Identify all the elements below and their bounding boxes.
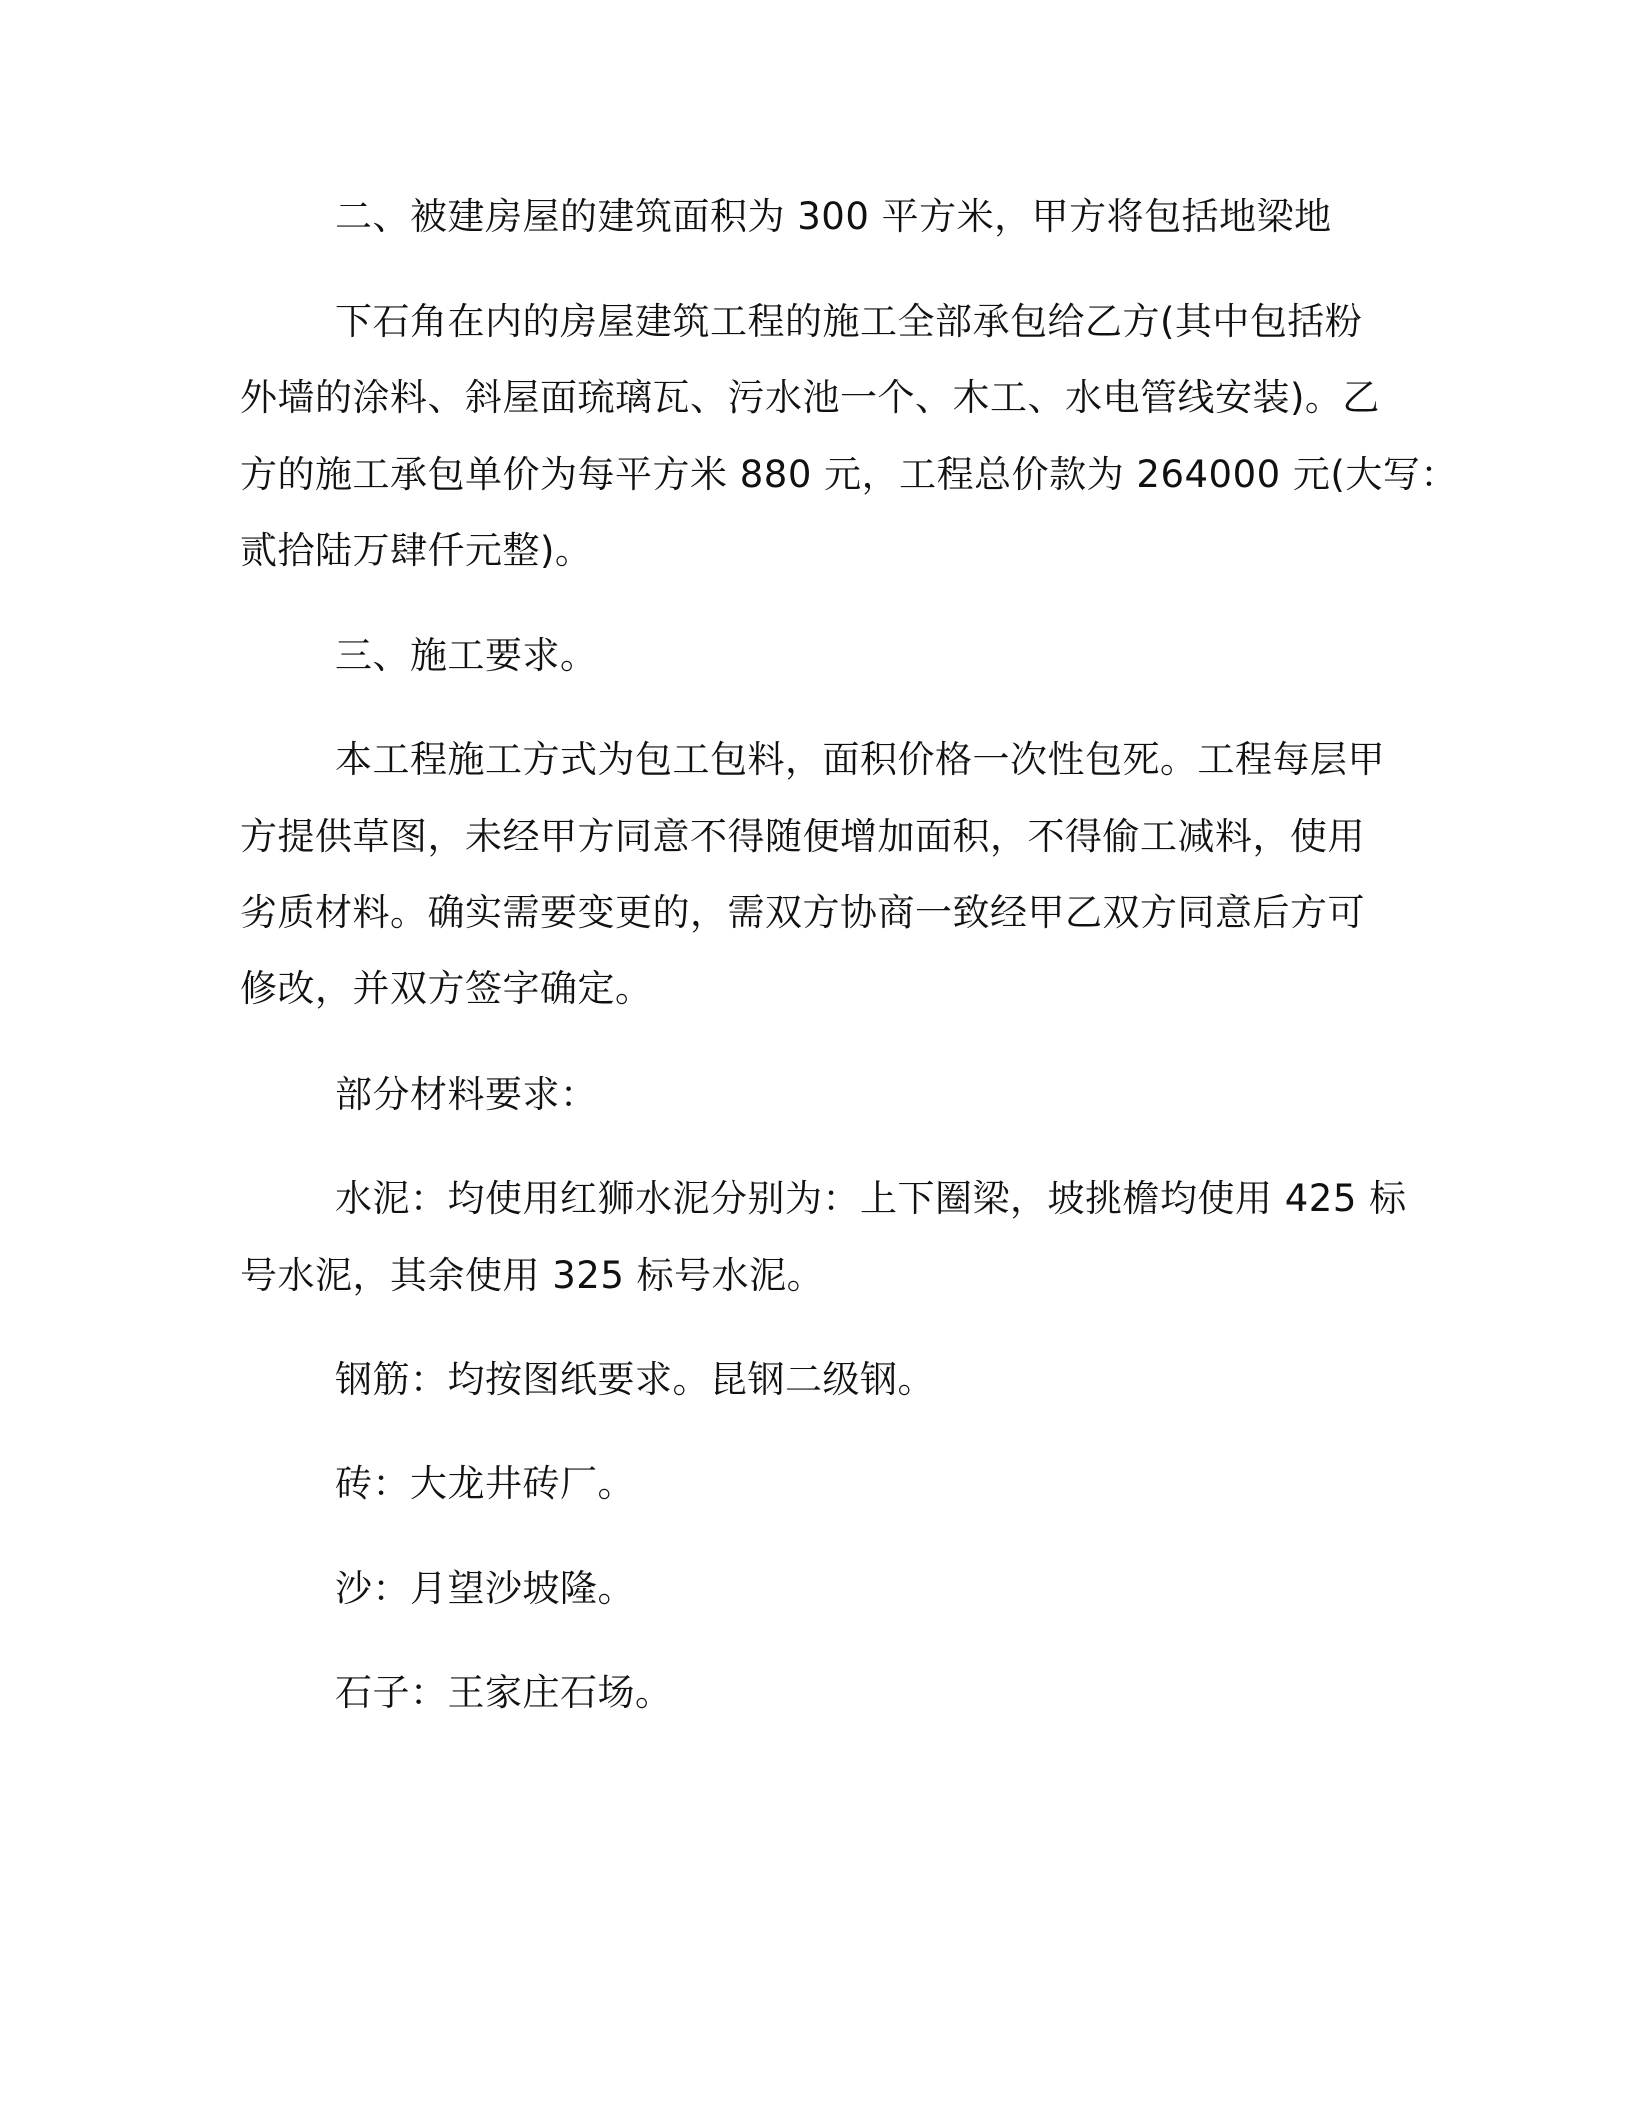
paragraph-line: 石子：王家庄石场。 [335,1671,673,1714]
paragraph-line: 部分材料要求： [335,1073,598,1116]
paragraph-line: 沙：月望沙坡隆。 [335,1567,635,1610]
paragraph-line: 方提供草图，未经甲方同意不得随便增加面积，不得偷工减料，使用 [240,815,1365,858]
section-heading: 三、施工要求。 [335,634,598,677]
paragraph-line: 水泥：均使用红狮水泥分别为：上下圈梁，坡挑檐均使用 425 标 [335,1177,1407,1220]
paragraph-line: 砖：大龙井砖厂。 [335,1462,635,1505]
paragraph-line: 外墙的涂料、斜屋面琉璃瓦、污水池一个、木工、水电管线安装)。乙 [240,376,1380,419]
paragraph-line: 二、被建房屋的建筑面积为 300 平方米，甲方将包括地梁地 [335,195,1332,238]
paragraph-line: 劣质材料。确实需要变更的，需双方协商一致经甲乙双方同意后方可 [240,891,1365,934]
paragraph-line: 贰拾陆万肆仟元整)。 [240,529,593,572]
paragraph-line: 号水泥，其余使用 325 标号水泥。 [240,1254,825,1297]
paragraph-line: 修改，并双方签字确定。 [240,967,653,1010]
paragraph-line: 钢筋：均按图纸要求。昆钢二级钢。 [335,1358,935,1401]
paragraph-line: 方的施工承包单价为每平方米 880 元，工程总价款为 264000 元(大写： [240,453,1458,496]
paragraph-line: 下石角在内的房屋建筑工程的施工全部承包给乙方(其中包括粉 [335,300,1363,343]
paragraph-line: 本工程施工方式为包工包料，面积价格一次性包死。工程每层甲 [335,738,1385,781]
